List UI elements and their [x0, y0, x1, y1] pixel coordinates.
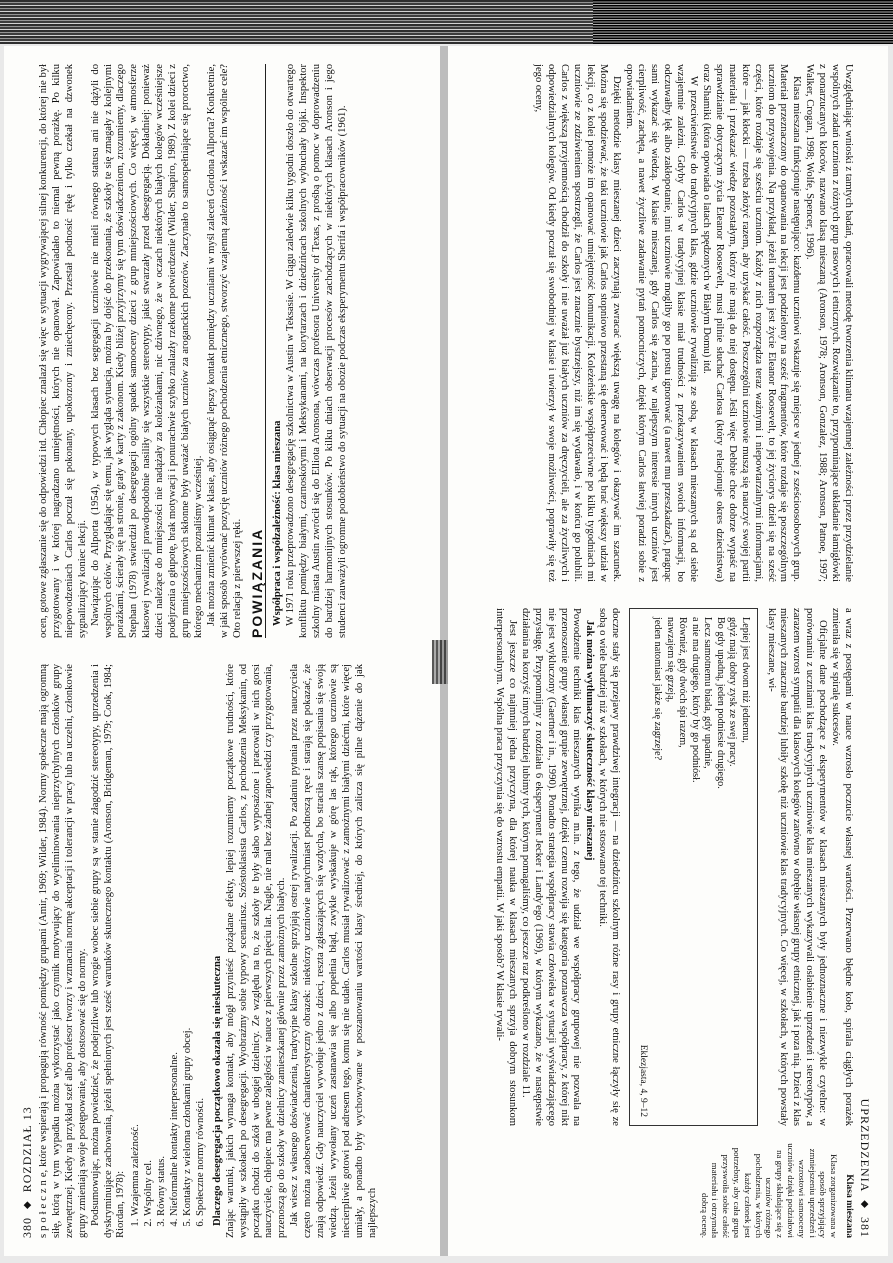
right-column-2 [458, 608, 854, 1126]
paragraph: s p o ł e c z n e, które wspierają i propagują równość pomiędzy grupami (Amir, 1969; Wilder, 1984). Normy społeczne mają ogromną siłę, którą w tym wypadku można wykorzystać jako czynnik motywujący do wyeliminowania nieprzychylnych członków grupy zewnętrznej. Kiedy na przykład szef albo profesor tworzy i wzmacnia normę akceptacji i tolerancji w pracy lub na uczelni, członkowie grupy zmieniają swoje postępowanie, aby dostosować się do normy. [38, 664, 88, 1238]
paragraph: Dzięki metodzie klasy mieszanej dzieci zaczynają zwracać większą uwagę na kolegów i okazywać im szacunek. Można się spodziewać, że taki uczniowie jak Carlos stopniowo przestaną się denerwować i będą brać większy udział w lekcji, co z kolei pomoże im opanować umiejętność komunikacji. Koleżeńskie współprzeciwne po kilku tygodniach mi uczniowie ze zdziwieniem spostrzegli, że Carlos jest znacznie bystrzejszy, niż im się wydawało, i w końcu go polubili. Carlos z większą przyjemnością chodził do szkoły i nie uważał już białych uczniów za dręczycieli, ale za życzliwych i odpowiedzialnych kolegów. Od kiedy poczuł się swobodniej w klasie i uwierzył w swoje możliwości, poprawiły się też jego oceny, [533, 64, 622, 582]
right-column-1 [458, 64, 854, 582]
list-item: 3. Równy status. [156, 664, 169, 1216]
quote-line: Lecz samotnemu biada, gdy upadnie, [702, 617, 714, 769]
quote-box [629, 608, 758, 1126]
paragraph: Jak można zmienić klimat w klasie, aby osiągnąć lepszy kontakt pomiędzy uczniami w myśl zaleceń Gordona Allporta? Konkretnie, w jaki sposób wyrównać pozycję uczniów różnego pochodzenia etnicznego, stworzyć wzajemną zależność i wskazać im wspólne cele? Oto relacja z pierwszej ręki. [205, 64, 243, 638]
paragraph: W przeciwieństwie do tradycyjnych klas, gdzie uczniowie rywalizują ze sobą, w klasach mieszanych są od siebie wzajemnie zależni. Gdyby Carlos w tradycyjnej klasie miał trudności z przekazywaniem swoich informacji, bo odczuwałby lęk albo zakłopotanie, inni uczniowie mogliby go po prostu ignorować (a nawet mu przeszkadzać), pragnąc sami wykazać się wiedzą. W klasie mieszanej, gdy Carlos się zacina, w najlepszym interesie innych uczniów jest cierpliwość, zachęta, a nawet życzliwe zadawanie pytań pomocniczych, dzięki którym Carlos łatwiej poradzi sobie z opowiadaniem. [623, 64, 700, 582]
quote-line: Lepiej jest dwom niż jednemu, [739, 617, 751, 743]
subheading: Dlaczego desegregacja początkowo okazała się nieskuteczna [211, 955, 223, 1226]
section-heading: POWIĄZANIA [251, 64, 267, 638]
list-item: 2. Wspólny cel. [143, 664, 156, 1216]
paragraph: Oficjalne dane pochodzące z eksperymentów w klasach mieszanych były jednoznaczne i niezwykle czytelne: w porównaniu z uczniami klas tradycyjnych uczniowie klas mieszanych wykazywali osłabienie uprzedzeń i stereotypów, a zarazem wzrost sympatii dla klasowych kolegów zarówno w obrębie własnej grupy etnicznej, jak i poza nią. Dzieci z klas mieszanych znacznie bardziej lubiły szkołę niż uczniowie klas tradycyjnych. Co więcej, w szkołach, w których powstały klasy mieszane, wi- [765, 608, 829, 1126]
diamond-icon: ◆ [859, 1200, 871, 1209]
list-item: 4. Nieformalne kontakty interpersonalne. [169, 664, 182, 1216]
left-column-1 [38, 664, 430, 1238]
subheading: Współpraca i współzależność: klasa mieszana [272, 420, 284, 626]
subheading: Jak można wytłumaczyć skuteczność klasy mieszanej [584, 620, 596, 861]
paragraph: Powodzenie techniki klas mieszanych wynika m.in. z tego, że udział we współpracy grupowej nie pozwala na przenoszenie grupy własnej grupie zewnętrznej, dzięki czemu rozwija się kategoria poznawcza współpracy, z której nikt nie jest wykluczony (Gaertner i in., 1990). Ponadto strategia współpracy stawia człowieka w sytuacji wyświadczającego przysługę. Przypomnijmy z rozdziału 6 eksperyment Jecker i Landy'ego (1969), w którym wykazano, że w następstwie działania na korzyść innych bardziej lubimy tych, którym pomagaliśmy, co jeszcze raz podkreślono w rozdziale 11. [519, 608, 583, 1126]
quote-line: jeden natomiast jakże się zagrzeje? [652, 617, 664, 761]
scan-edge-artifact-right [593, 0, 893, 44]
paragraph: ocen, gotowe zgłaszanie się do odpowiedzi itd. Chłopiec znalazł się więc w sytuacji wygrywającej silnej konkurencji, do której nie był przygotowany i w której nagradzano umiejętności, których nie opanował. Zapowiadało to niemal pewną porażkę. Po kilku niepowodzeniach Carlos poczuł się pokonany, upokorzony i zniechęcony. Przestał podnosić rękę i tylko czekał na dzwonek sygnalizujący koniec lekcji. [38, 64, 88, 638]
paragraph: doczne stały się przejawy prawdziwej integracji — na dziedzińcu szkolnym różne rasy i grupy etniczne łączyły się ze sobą o wiele bardziej niż w szkołach, w których nie stosowano tej techniki. [597, 608, 622, 1126]
list-item: 6. Społeczne normy równości. [195, 664, 208, 1216]
paragraph: Jest jeszcze co najmniej jedna przyczyna, dla której nauka w klasach mieszanych sprzyja dobrym stosunkom interpersonalnym. Wspólna praca przyczynia się do wzrostu empatii. W jaki sposób? W klasie rywali- [494, 608, 518, 1126]
quote-line: Bo gdy upadną, jeden podniesie drugiego. [714, 617, 726, 789]
margin-heading: Klasa mieszana [844, 1174, 855, 1238]
right-page [448, 46, 888, 1256]
page-number: 380 [19, 1217, 34, 1238]
paragraph: Podsumowując, można powiedzieć, że podejrzliwe lub wrogie wobec siebie grupy są w stanie złagodzić stereotypy, uprzedzenia i dyskryminujące zachowania, jeżeli spełnionych jest sześć warunków skutecznego kontaktu (Aronson, Bridgeman, 1979; Cook, 1984; Riordan, 1978): [89, 664, 127, 1238]
chapter-title: ROZDZIAŁ 13 [19, 1106, 34, 1193]
paragraph: Znając warunki, jakich wymaga kontakt, aby mógł przynieść pożądane efekty, lepiej rozumiemy początkowe trudności, które wystąpiły w szkołach po desegregacji. Wyobraźmy sobie typowy scenariusz. Szóstoklasista Carlos, z pochodzenia Meksykanin, od początku chodzi do szkół w ubogiej dzielnicy. Ze względu na to, że szkoły te były słabo wyposażone i pracowali w nich gorsi nauczyciele, chłopiec ma pewne zaległości w nauce z pierwszych pięciu lat. Nagle, nie mal bez żadnej zapowiedzi czy przygotowania, przenoszą go do szkoły w dzielnicy zamieszkanej głównie przez zamożnych białych. [224, 664, 288, 1238]
list-item: 5. Kontakty z wieloma członkami grupy obcej. [182, 664, 195, 1216]
chapter-title: UPRZEDZENIA [858, 1098, 873, 1193]
conditions-list [130, 664, 207, 1216]
quote-line: gdyż mają dobry zysk ze swej pracy. [727, 617, 739, 767]
paragraph: W 1971 roku przeprowadzono desegregację szkolnictwa w Austin w Teksasie. W ciągu zaledwie kilku tygodni doszło do otwartego konfliktu pomiędzy białymi, czarnoskórymi i Meksykanami, na korytarzach i dziedzińcach szkolnych wybuchały bójki. Inspektor szkolny miasta Austin zwrócił się do Elliota Aronsona, wówczas profesora University of Texas, z prośbą o pomoc w doprowadzeniu do bardziej harmonijnych stosunków. Po kilku dniach obserwacji procesów zachodzących w niektórych klasach Aronson i jego studenci zauważyli ogromne podobieństwo do sytuacji na obozie podczas eksperymentu Sherifa i współpracowników (1961). [285, 64, 348, 638]
left-page [4, 46, 440, 1256]
quote-source: Eklezjasta, 4, 9–12 [637, 1044, 648, 1117]
list-item: 1. Wzajemna zależność. [130, 664, 143, 1216]
running-header [18, 64, 36, 1238]
diamond-icon: ◆ [21, 1200, 33, 1209]
quote-line: Również, gdy dwóch śpi razem, [677, 617, 689, 748]
paragraph: Uwzględniając wnioski z tamtych badań, opracowali metodę tworzenia klimatu wzajemnej zależności przez przydzielanie wspólnych zadań uczniom z różnych grup rasowych i etnicznych. Rozwiązanie to, przypominające układanie łamigłówki z ponarzucanych kloców, nazwano klasą mieszaną (Aronson, 1978; Aronson, Gonzalez, 1988; Aronson, Patnoe, 1997; Walker, Crogan, 1998; Wolfe, Spencer, 1996). [804, 64, 854, 582]
paragraph: a wraz z postępami w nauce wzrosło poczucie własnej wartości. Przerwano błędne koło, spirala ciągłych porażek zmieniła się w spiralę sukcesów. [830, 608, 854, 1126]
paragraph: Klasa mieszana funkcjonuje następująco: każdemu uczniowi wskazuje się miejsce w jednej z sześcioosobowych grup. Materiał przeznaczony do opanowania na lekcji jest podzielony na sześć fragmentów, które rozdaje się poszczególnym uczniom do przyswojenia. Na przykład, jeżeli tematem jest życie Eleanor Roosevelt, to jej życiorys dzieli się na sześć części, które rozdaje się sześciu uczniom. Każdy z nich rozporządza teraz ważnymi i niepowtarzalnymi informacjami, które — jak kłocki — trzeba złożyć razem, aby uzyskać całość. Poszczególni uczniowie muszą się nauczyć swojej partii materiału i przekazać wiedzę pozostałym, którzy nie mają do niej dostępu. Jeśli więc Debbie chce dobrze wypaść na sprawdzianie dotyczącym życia Eleanor Roosevelt, musi pilnie słuchać Carlosa (który relacjonuje okres dzieciństwa) oraz Shamiki (która opowiada o latach spędzonych w Białym Domu) itd. [701, 64, 803, 582]
page-number: 381 [858, 1217, 873, 1238]
margin-text: Klasa zorganizowana w sposób sprzyjający zmniejszeniu uprzedzeń i wzrostowi samooceny uczniów dzięki podziałowi na grupy składające się z uczniów różnego pochodzenia, w których każdy członek jest potrzebny, aby cała grupa przyswoiła sobie całość materiału i otrzymała dobrą ocenę. [699, 1143, 840, 1238]
running-header [856, 64, 874, 1238]
quote-line: nawzajem się grzeją, [664, 617, 676, 703]
quote-line: a nie ma drugiego, który by go podniósł. [689, 617, 701, 783]
paragraph: Jak wiesz z własnego doświadczenia, tradycyjne klasy szkolne sprzyjają ostrej rywalizacji. Po zadaniu pytania przez nauczyciela często można zaobserwować charakterystyczny obrazek: niektórzy uczniowie natychmiast podnoszą ręce i starają się pokazać, że znają odpowiedź. Gdy nauczyciel wywołuje jedno z dzieci, reszta zgłaszających się wzdycha, bo straciła szansę popisania się swoją wiedzą. Jeżeli wywołany uczeń zastanawia się albo popełnia błąd, zwykle wyskakuje w górę las rąk, którego uczniowie są niecierpliwie gotowi pod adresem tego, komu się nie udało. Carlos musiał rywalizować z zamożnymi białymi dziećmi, które więcej umiały, a ponadto były wychowywane w poszanowaniu wartości klasy średniej, do których zalicza się pilne dążenie do jak najlepszych [289, 664, 378, 1238]
margin-definition [693, 1142, 854, 1238]
left-column-2 [38, 64, 430, 638]
paragraph: Nawiązując do Allporta (1954), w typowych klasach bez segregacji uczniowie nie mieli równego statusu ani nie dążyli do wspólnych celów. Przyglądając się temu, jak wygląda sytuacja, można by dojść do przekonania, że szkoły te się zmagały z kolejnymi porażkami, ścierały się na stronie, grały w karty z zakonom. Kiedy bliżej przyjrzymy się tym doświadczeniom, zrozumiemy, dlaczego Stephan (1978) stwierdził po desegregacji ogólny spadek samooceny dzieci z grup mniejszościowych. Co więcej, w atmosferze klasowej rywalizacji prawdopodobnie nasiliły się wszystkie stereotypy, jakie stwarzały przed desegregacją. Dokładniej: ponieważ dzieci należące do mniejszości nie nadążały za koleżankami, nic dziwnego, że w oczach niektórych białych kolegów wcześniejsze podejrzenia o głupotę, brak motywacji i ponurachwie szybko znalazły rzekome potwierdzenie (Wilder, Shapiro, 1989). Z kolei dzieci z grup mniejszościowych skłonne były uważać białych uczniów za aroganckich pozerów. Zaczynało to samospełniające się proroctwo, którego mechanizm poznaliśmy wcześniej. [89, 64, 204, 638]
